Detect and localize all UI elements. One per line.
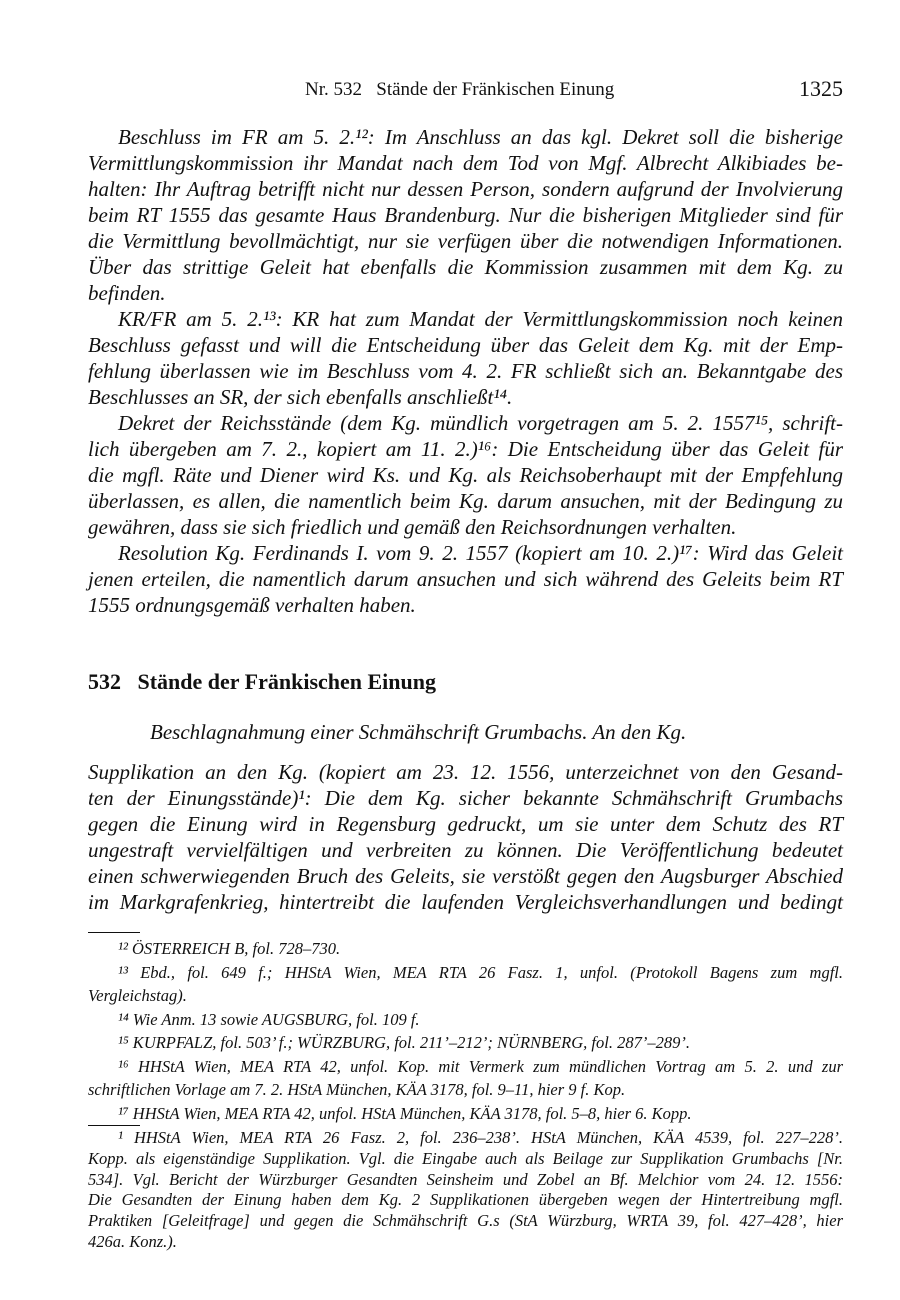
paragraph-line: fehlung überlassen wie im Beschluss vom 4. 2. FR schließt sich an. Bekanntgabe des <box>88 359 843 383</box>
footnote-line: ¹³ Ebd., fol. 649 f.; HHStA Wien, MEA RTA 26 Fasz. 1, unfol. (Protokoll Bagens zum mgfl. <box>118 962 843 982</box>
paragraph-line: Beschlusses an SR, der sich ebenfalls anschließt¹⁴. <box>88 385 513 409</box>
paragraph-line: ungestraft vervielfältigen und verbreiten zu können. Die Veröffentlichung bedeutet <box>88 838 843 862</box>
paragraph-line: halten: Ihr Auftrag betrifft nicht nur dessen Person, sondern aufgrund der Involvierung <box>88 177 843 201</box>
footnote-line: ¹² ÖSTERREICH B, fol. 728–730. <box>118 939 341 958</box>
paragraph-line: gegen die Einung wird in Regensburg gedruckt, um sie unter dem Schutz des RT <box>88 812 843 836</box>
paragraph-line: gewähren, dass sie sich friedlich und gemäß den Reichsordnungen verhalten. <box>88 515 737 539</box>
running-title: Nr. 532 Stände der Fränkischen Einung <box>305 79 615 100</box>
section-subtitle: Beschlagnahmung einer Schmähschrift Grumbachs. An den Kg. <box>150 720 687 744</box>
footnote-line: 534]. Vgl. Bericht der Würzburger Gesandten Seinsheim und Zobel an Bf. Melchior vom 24. 12. 1556: <box>88 1169 843 1189</box>
paragraph-line: beim RT 1555 das gesamte Haus Brandenburg. Nur die bisherigen Mitglieder sind für <box>88 203 843 227</box>
paragraph-line: einen schwerwiegenden Bruch des Geleits, sie verstößt gegen den Augsburger Abschied <box>88 864 843 888</box>
paragraph-line: die Vermittlung bevollmächtigt, nur sie verfügen über die notwendigen Informationen. <box>88 229 843 253</box>
running-header <box>88 76 843 105</box>
paragraph-line: Supplikation an den Kg. (kopiert am 23. 12. 1556, unterzeichnet von den Gesand- <box>88 760 843 784</box>
paragraph-line: KR/FR am 5. 2.¹³: KR hat zum Mandat der Vermittlungskommission noch keinen <box>118 307 843 331</box>
footnote-line: Kopp. als eigenständige Supplikation. Vgl. die Eingabe auch als Beilage zur Supplikation Grumbachs [Nr. <box>88 1148 843 1168</box>
footnote-line: ¹⁶ HHStA Wien, MEA RTA 42, unfol. Kop. mit Vermerk zum mündlichen Vortrag am 5. 2. und zur <box>118 1056 843 1076</box>
footnote-line: ¹⁴ Wie Anm. 13 sowie AUGSBURG, fol. 109 f. <box>118 1009 420 1029</box>
paragraph-line: die mgfl. Räte und Diener wird Ks. und Kg. als Reichsoberhaupt mit der Empfehlung <box>88 463 843 487</box>
footnote-line: ¹⁵ KURPFALZ, fol. 503’ f.; WÜRZBURG, fol. 211’–212’; NÜRNBERG, fol. 287’–289’. <box>118 1033 690 1052</box>
footnote-line: Praktiken [Geleitfrage] und gegen die Schmähschrift G.s (StA Würzburg, WRTA 39, fol. 427–428’, hier <box>88 1211 843 1231</box>
paragraph-line: Resolution Kg. Ferdinands I. vom 9. 2. 1557 (kopiert am 10. 2.)¹⁷: Wird das Geleit <box>118 541 843 565</box>
footnote-divider <box>88 1125 140 1126</box>
section-heading: 532 Stände der Fränkischen Einung <box>88 669 437 694</box>
footnote-line: ¹ HHStA Wien, MEA RTA 26 Fasz. 2, fol. 236–238’. HStA München, KÄA 4539, fol. 227–228’. <box>118 1128 843 1147</box>
paragraph-line: Über das strittige Geleit hat ebenfalls die Kommission zusammen mit dem Kg. zu <box>88 255 843 279</box>
paragraph-line: 1555 ordnungsgemäß verhalten haben. <box>88 593 416 617</box>
paragraph-line: lich übergeben am 7. 2., kopiert am 11. 2.)¹⁶: Die Entscheidung über das Geleit für <box>88 437 843 461</box>
footnote-line: schriftlichen Vorlage am 7. 2. HStA München, KÄA 3178, fol. 9–11, hier 9 f. Kop. <box>88 1080 626 1099</box>
footnote-line: 426a. Konz.). <box>88 1231 177 1251</box>
paragraph-line: ten der Einungsstände)¹: Die dem Kg. sicher bekannte Schmähschrift Grumbachs <box>88 786 843 810</box>
paragraph-line: im Markgrafenkrieg, hintertreibt die laufenden Vergleichsverhandlungen und bedingt <box>88 890 843 914</box>
footnotes-previous-entry <box>88 937 843 1125</box>
paragraph-line: jenen erteilen, die namentlich darum ansuchen und sich während des Geleits beim RT <box>88 567 843 591</box>
paragraph-line: Vermittlungskommission ihr Mandat nach dem Tod von Mgf. Albrecht Alkibiades be- <box>88 151 843 175</box>
paragraph-line: Beschluss gefasst und will die Entscheidung über das Geleit dem Kg. mit der Emp- <box>88 333 843 357</box>
section-body-text <box>88 759 843 915</box>
paragraph-line: Beschluss im FR am 5. 2.¹²: Im Anschluss an das kgl. Dekret soll die bisherige <box>118 125 843 149</box>
footnotes-current-entry <box>88 1128 843 1253</box>
footnote-divider <box>88 932 140 933</box>
paragraph-line: Dekret der Reichsstände (dem Kg. mündlich vorgetragen am 5. 2. 1557¹⁵, schrift- <box>118 411 843 435</box>
page-number: 1325 <box>799 76 843 101</box>
footnote-line: ¹⁷ HHStA Wien, MEA RTA 42, unfol. HStA München, KÄA 3178, fol. 5–8, hier 6. Kopp. <box>118 1103 692 1123</box>
paragraph-line: befinden. <box>88 281 166 305</box>
previous-entry-text <box>88 124 843 618</box>
paragraph-line: überlassen, es allen, die namentlich beim Kg. darum ansuchen, mit der Bedingung zu <box>88 489 843 513</box>
footnote-line: Die Gesandten der Einung haben dem Kg. 2 Supplikationen übergeben wegen der Hintertreibung mgfl. <box>88 1190 843 1210</box>
footnote-line: Vergleichstag). <box>88 986 187 1005</box>
